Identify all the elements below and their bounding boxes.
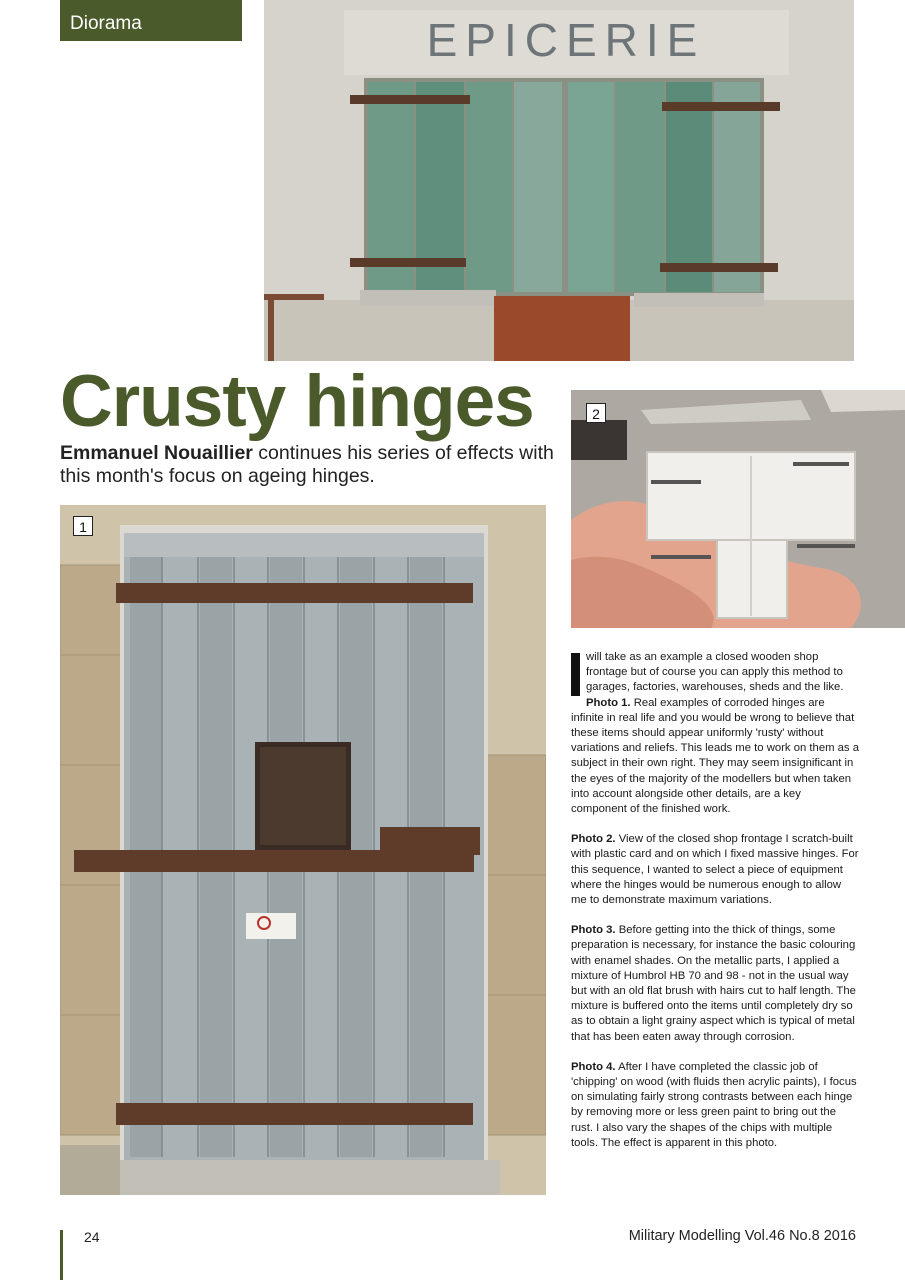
photo-2-text: View of the closed shop frontage I scratch-built with plastic card and on which I fixed massive hinges. For this sequence, I wanted to select a piece of equipment where the hinges would be numerous enough to allow me to demonstrate maximum variations. [571,833,859,907]
standfirst [60,442,560,488]
header-photo-shutters [264,0,854,361]
photo-3-text: Before getting into the thick of things, some preparation is necessary, for instance the basic colouring with enamel shades. On the metallic parts, I applied a mixture of Humbrol HB 70 and 98 - not in the usual way but with an old flat brush with hairs cut to half length. The mixture is buffered onto the items until completely dry so as to obtain a light grainy aspect which is typical of metal that has been eaten away through corrosion. [571,924,856,1043]
drop-cap [571,653,580,696]
photo-1-text: Real examples of corroded hinges are infinite in real life and you would be wrong to believe that these items should appear uniformly 'rusty' without variations and reliefs. This leads me to work on them as a subject in their own right. They may seem insignificant in the eyes of the majority of the modellers but when taken into account alongside other details, are a key component of the finished work. [571,696,859,816]
article-body [571,650,859,1166]
section-tag: Diorama [60,0,242,41]
photo-2-number: 2 [586,403,606,423]
photo-3-label: Photo 3. [571,924,616,937]
photo-1-label: Photo 1. [586,696,631,709]
article-headline: Crusty hinges [60,361,534,442]
photo-1-number: 1 [73,516,93,536]
intro-paragraph [571,650,859,817]
magazine-issue: Military Modelling Vol.46 No.8 2016 [628,1228,856,1244]
intro-text: will take as an example a closed wooden shop frontage but of course you can apply this method to garages, factories, warehouses, sheds and the like. [586,651,844,694]
photo-2-label: Photo 2. [571,833,616,846]
folio-rule [60,1230,63,1280]
page-number: 24 [84,1229,100,1245]
photo-4-paragraph [571,1060,859,1151]
photo-4-label: Photo 4. [571,1060,616,1073]
photo-3-paragraph [571,923,859,1045]
photo-1-door [60,505,546,1195]
photo-4-text: After I have completed the classic job of 'chipping' on wood (with fluids then acrylic paints), I focus on simulating fairly strong contrasts between each hinge by removing more or less green paint to bring out the rust. I also vary the shapes of the chips with multiple tools. The effect is apparent in this photo. [571,1060,857,1149]
author-name: Emmanuel Nouaillier [60,442,253,464]
standfirst-text: continues his series of effects with this month's focus on ageing hinges. [60,442,554,487]
photo-2-paragraph [571,832,859,908]
photo-2-model [571,390,905,628]
shop-sign-text: EPICERIE [426,14,706,66]
